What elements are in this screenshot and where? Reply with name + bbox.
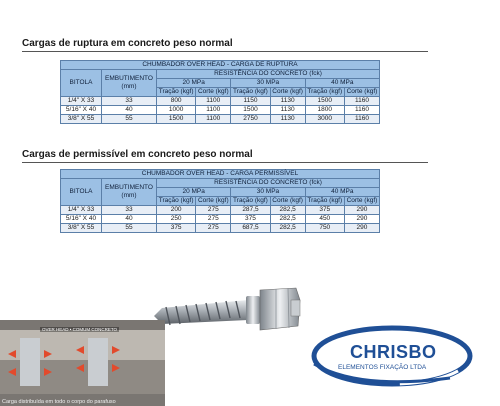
load-type-header: Corte (kgf)	[196, 197, 231, 206]
table-cell: 55	[102, 224, 157, 233]
table-cell: 1800	[305, 106, 344, 115]
table-cell: 250	[157, 215, 196, 224]
table-cell: 3000	[305, 115, 344, 124]
table-cell: 40	[102, 215, 157, 224]
load-type-header: Corte (kgf)	[344, 88, 379, 97]
table-cell: 5/16" X 40	[61, 106, 102, 115]
logo-name: CHRISBO	[350, 342, 437, 362]
divider	[22, 162, 428, 163]
table-cell: 1100	[196, 115, 231, 124]
table-cell: 1130	[270, 97, 305, 106]
load-type-header: Tração (kgf)	[305, 197, 344, 206]
table-cell: 1160	[344, 106, 379, 115]
table-cell: 275	[196, 206, 231, 215]
table-row	[61, 206, 380, 215]
table-cell: 282,5	[270, 215, 305, 224]
logo-tagline: ELEMENTOS FIXAÇÃO LTDA	[338, 364, 427, 371]
table-cell: 282,5	[270, 224, 305, 233]
table-cell: 1500	[231, 106, 270, 115]
bitola-header: BITOLA	[61, 179, 102, 206]
table-row	[61, 115, 380, 124]
table-cell: 1130	[270, 115, 305, 124]
load-type-header: Tração (kgf)	[157, 197, 196, 206]
table-cell: 1150	[231, 97, 270, 106]
table-header: CHUMBADOR OVER HEAD - CARGA DE RUPTURA	[61, 61, 380, 70]
table-cell: 1/4" X 33	[61, 206, 102, 215]
section-title-permissivel: Cargas de permissível em concreto peso normal	[22, 149, 253, 160]
table-row	[61, 224, 380, 233]
table-cell: 1100	[196, 106, 231, 115]
table-cell: 2750	[231, 115, 270, 124]
mpa-header: 20 MPa	[157, 188, 231, 197]
load-type-header: Corte (kgf)	[344, 197, 379, 206]
table-row	[61, 215, 380, 224]
table-cell: 275	[196, 215, 231, 224]
table-cell: 290	[344, 215, 379, 224]
table-header: CHUMBADOR OVER HEAD - CARGA PERMISSÍVEL	[61, 170, 380, 179]
table-row	[61, 106, 380, 115]
cross-section-graphic	[0, 320, 165, 406]
table-cell: 1130	[270, 106, 305, 115]
concrete-screw-image	[148, 278, 308, 348]
table-cell: 687,5	[231, 224, 270, 233]
table-cell: 1000	[157, 106, 196, 115]
bitola-header: BITOLA	[61, 70, 102, 97]
table-cell: 750	[305, 224, 344, 233]
table-cell: 1160	[344, 115, 379, 124]
table-cell: 375	[305, 206, 344, 215]
table-cell: 800	[157, 97, 196, 106]
table-cell: 1/4" X 33	[61, 97, 102, 106]
table-cell: 55	[102, 115, 157, 124]
photo-caption: Carga distribuída em todo o corpo do parafuso	[2, 399, 116, 405]
mpa-header: 30 MPa	[231, 188, 305, 197]
mpa-header: 40 MPa	[305, 79, 379, 88]
load-type-header: Tração (kgf)	[231, 88, 270, 97]
table-cell: 290	[344, 224, 379, 233]
table-cell: 275	[196, 224, 231, 233]
ruptura-table	[60, 60, 380, 124]
embutimento-header: EMBUTIMENTO (mm)	[102, 179, 157, 206]
table-cell: 450	[305, 215, 344, 224]
table-cell: 1500	[157, 115, 196, 124]
table-cell: 287,5	[231, 206, 270, 215]
table-cell: 375	[157, 224, 196, 233]
table-cell: 33	[102, 97, 157, 106]
table-cell: 33	[102, 206, 157, 215]
table-cell: 40	[102, 106, 157, 115]
concrete-section-photo	[0, 320, 165, 406]
table-cell: 290	[344, 206, 379, 215]
resistance-header: RESISTÊNCIA DO CONCRETO (fck)	[157, 179, 380, 188]
load-type-header: Tração (kgf)	[157, 88, 196, 97]
table-cell: 3/8" X 55	[61, 224, 102, 233]
permissivel-table	[60, 169, 380, 233]
embutimento-header: EMBUTIMENTO (mm)	[102, 70, 157, 97]
photo-label: OVER HEAD • COMUM CONCRETO	[42, 327, 117, 332]
load-type-header: Tração (kgf)	[231, 197, 270, 206]
table-cell: 200	[157, 206, 196, 215]
mpa-header: 30 MPa	[231, 79, 305, 88]
table-cell: 282,5	[270, 206, 305, 215]
chrisbo-logo	[300, 320, 480, 392]
mpa-header: 20 MPa	[157, 79, 231, 88]
table-cell: 1160	[344, 97, 379, 106]
load-type-header: Corte (kgf)	[270, 88, 305, 97]
mpa-header: 40 MPa	[305, 188, 379, 197]
table-cell: 5/16" X 40	[61, 215, 102, 224]
load-type-header: Tração (kgf)	[305, 88, 344, 97]
table-row	[61, 97, 380, 106]
load-type-header: Corte (kgf)	[270, 197, 305, 206]
resistance-header: RESISTÊNCIA DO CONCRETO (fck)	[157, 70, 380, 79]
divider	[22, 51, 428, 52]
table-cell: 1100	[196, 97, 231, 106]
table-cell: 1500	[305, 97, 344, 106]
table-cell: 3/8" X 55	[61, 115, 102, 124]
load-type-header: Corte (kgf)	[196, 88, 231, 97]
table-cell: 375	[231, 215, 270, 224]
section-title-ruptura: Cargas de ruptura em concreto peso normal	[22, 38, 233, 49]
